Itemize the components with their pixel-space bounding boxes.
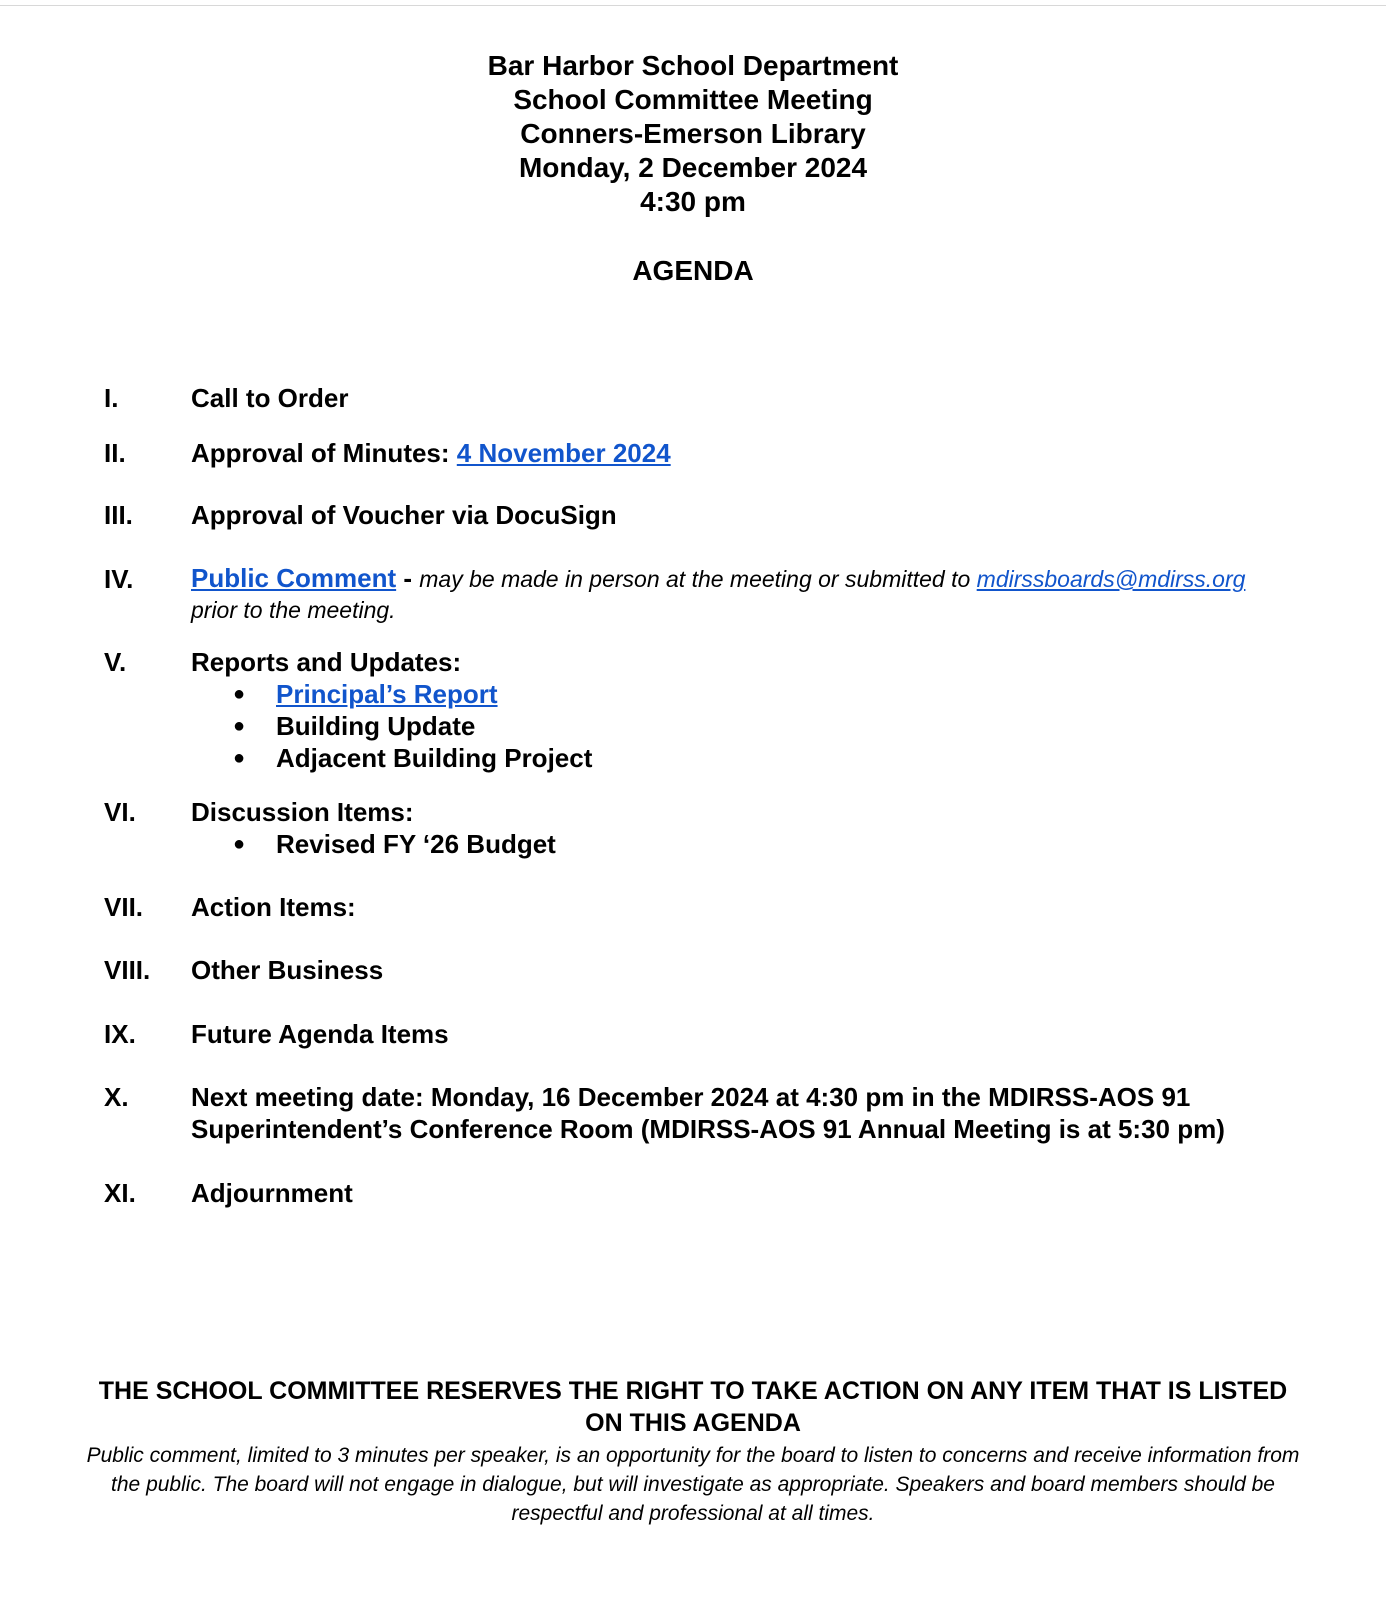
next-meeting-line-2: Superintendent’s Conference Room (MDIRSS-AOS 91 Annual Meeting is at 5:30 pm) bbox=[191, 1114, 1225, 1144]
item-numeral: X. bbox=[104, 1082, 129, 1112]
header-time: 4:30 pm bbox=[640, 186, 746, 217]
bullet-icon: ● bbox=[233, 747, 246, 769]
discussion-list bbox=[191, 828, 1311, 860]
item-numeral: IX. bbox=[104, 1019, 136, 1049]
public-comment-link[interactable]: Public Comment bbox=[191, 563, 397, 593]
reserve-notice: THE SCHOOL COMMITTEE RESERVES THE RIGHT TO TAKE ACTION ON ANY ITEM THAT IS LISTED ON THIS AGENDA bbox=[98, 1377, 1288, 1437]
item-text: Other Business bbox=[191, 955, 384, 985]
bullet-text: Adjacent Building Project bbox=[276, 743, 593, 773]
next-meeting-line-1: Next meeting date: Monday, 16 December 2024 at 4:30 pm in the MDIRSS-AOS 91 bbox=[191, 1082, 1191, 1112]
bullet-icon: ● bbox=[233, 715, 246, 737]
agenda-title: AGENDA bbox=[632, 255, 754, 286]
item-numeral: VII. bbox=[104, 892, 144, 922]
public-comment-note-end: prior to the meeting. bbox=[191, 597, 396, 623]
bullet-text: Building Update bbox=[276, 711, 476, 741]
email-link[interactable]: mdirssboards@mdirss.org bbox=[976, 566, 1246, 592]
item-numeral: VI. bbox=[104, 797, 136, 827]
item-numeral: I. bbox=[104, 383, 119, 413]
footer bbox=[0, 1375, 1386, 1528]
item-text: Future Agenda Items bbox=[191, 1019, 449, 1049]
header-location: Conners-Emerson Library bbox=[520, 118, 866, 149]
public-comment-note: may be made in person at the meeting or submitted to bbox=[419, 566, 977, 592]
item-text: Discussion Items: bbox=[191, 797, 414, 827]
header-date: Monday, 2 December 2024 bbox=[518, 152, 868, 183]
list-item bbox=[191, 742, 1311, 774]
item-numeral: V. bbox=[104, 647, 127, 677]
bullet-icon: ● bbox=[233, 683, 246, 705]
bullet-icon: ● bbox=[233, 833, 246, 855]
item-numeral: II. bbox=[104, 438, 126, 468]
item-text: Action Items: bbox=[191, 892, 356, 922]
item-text: Call to Order bbox=[191, 383, 349, 413]
bullet-text: Revised FY ‘26 Budget bbox=[276, 829, 556, 859]
reports-list bbox=[191, 678, 1311, 774]
minutes-link[interactable]: 4 November 2024 bbox=[456, 438, 671, 468]
public-comment-policy: Public comment, limited to 3 minutes per speaker, is an opportunity for the board to listen to concerns and receive information from the public. The board will not engage in dialogue, but will investigate as appropriate. Speakers and board members should be respectful and professional at all times. bbox=[86, 1444, 1300, 1525]
document-header bbox=[0, 49, 1386, 219]
item-text: Reports and Updates: bbox=[191, 647, 462, 677]
top-divider bbox=[0, 5, 1386, 6]
item-numeral: VIII. bbox=[104, 955, 151, 985]
list-item bbox=[191, 828, 1311, 860]
header-meeting: School Committee Meeting bbox=[513, 84, 873, 115]
list-item bbox=[191, 678, 1311, 710]
item-numeral: XI. bbox=[104, 1178, 136, 1208]
item-numeral: IV. bbox=[104, 564, 134, 594]
item-text: Approval of Voucher via DocuSign bbox=[191, 500, 617, 530]
item-numeral: III. bbox=[104, 500, 133, 530]
item-text: Adjournment bbox=[191, 1178, 353, 1208]
principals-report-link[interactable]: Principal’s Report bbox=[276, 679, 498, 709]
list-item bbox=[191, 710, 1311, 742]
header-organization: Bar Harbor School Department bbox=[487, 50, 899, 81]
item-text: Approval of Minutes: bbox=[191, 438, 457, 468]
item-dash: - bbox=[396, 563, 420, 593]
